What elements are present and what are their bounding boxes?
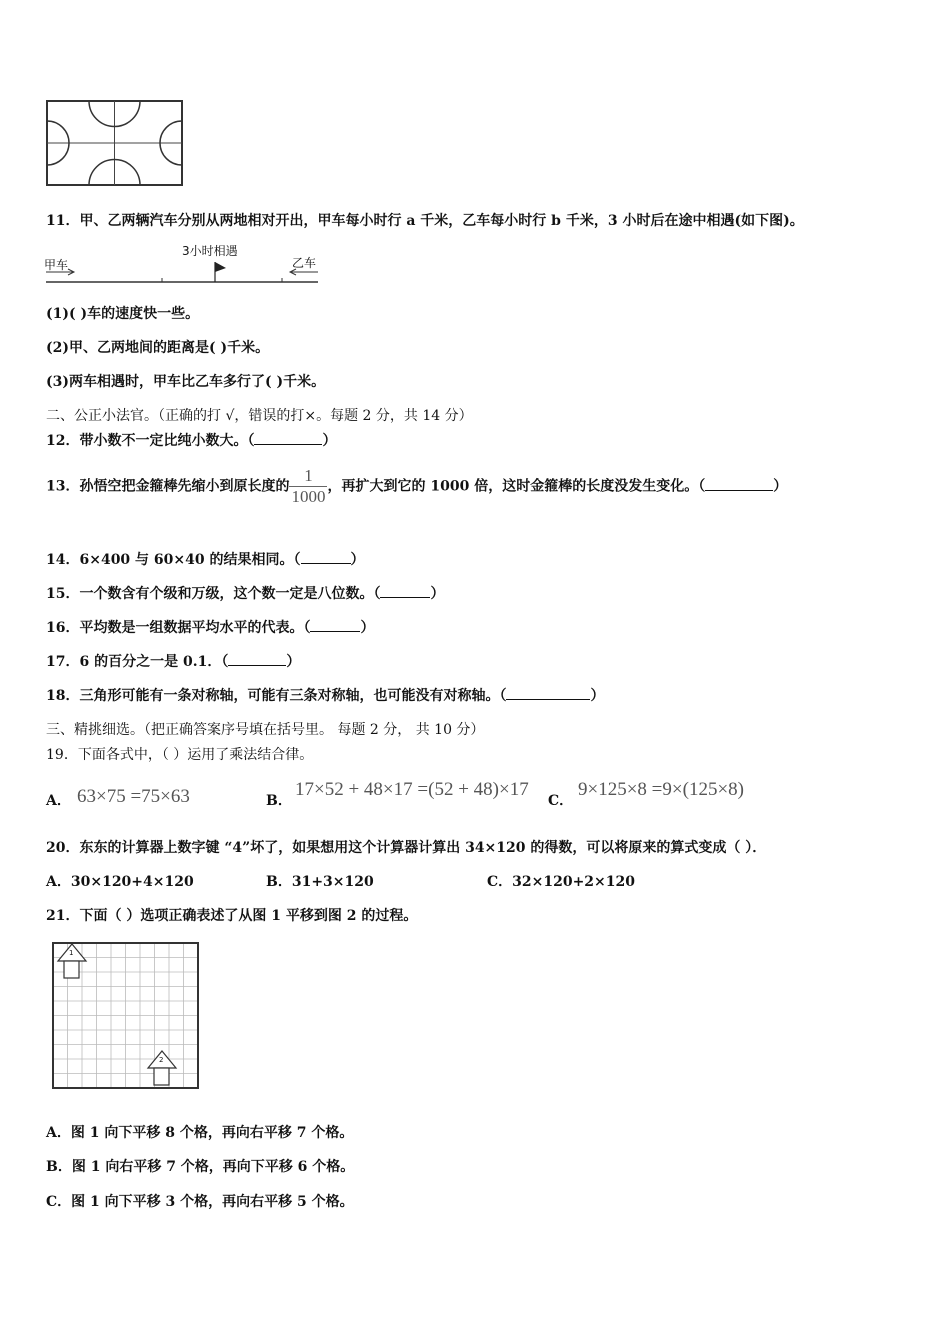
q20-option-c[interactable]: C．32×120+2×120	[487, 874, 636, 890]
q18	[46, 687, 604, 705]
q20-option-a[interactable]: A．30×120+4×120	[46, 874, 194, 890]
q19-c-label: C．	[548, 793, 574, 809]
q19-a-label: A．	[46, 793, 71, 809]
q17-text: 17．6 的百分之一是 0.1．（	[46, 654, 229, 670]
q21-option-a[interactable]: A．图 1 向下平移 8 个格，再向右平移 7 个格。	[46, 1125, 354, 1141]
answer-blank[interactable]	[254, 432, 322, 445]
flag-icon	[215, 262, 226, 272]
q19-b-expr[interactable]: 17×52 + 48×17 =(52 + 48)×17	[295, 779, 529, 800]
q19-a-expr[interactable]: 63×75 =75×63	[77, 786, 190, 807]
q15-close: ）	[430, 586, 445, 602]
q21-text: 21．下面（ ）选项正确表述了从图 1 平移到图 2 的过程。	[46, 908, 418, 924]
q19-b-label: B．	[266, 793, 292, 809]
q16-close: ）	[360, 620, 375, 636]
q16	[46, 619, 374, 637]
fraction-denominator: 1000	[291, 487, 326, 506]
answer-blank[interactable]	[228, 653, 286, 666]
translation-grid	[50, 940, 202, 1092]
q13-close: ）	[773, 478, 788, 495]
q15	[46, 585, 444, 603]
q12-text: 12．带小数不一定比纯小数大。（	[46, 433, 255, 449]
answer-blank[interactable]	[310, 619, 360, 632]
left-car-label: 甲车	[44, 258, 69, 272]
q11-sub2: (2)甲、乙两地间的距离是( )千米。	[46, 340, 270, 356]
q21-option-c[interactable]: C．图 1 向下平移 3 个格，再向右平移 5 个格。	[46, 1194, 354, 1210]
q14	[46, 551, 365, 569]
meeting-diagram	[42, 240, 332, 288]
right-car-label: 乙车	[292, 256, 317, 270]
fraction	[289, 466, 327, 507]
q17	[46, 653, 300, 671]
answer-blank[interactable]	[301, 551, 351, 564]
q11-sub3: (3)两车相遇时，甲车比乙车多行了( )千米。	[46, 374, 326, 390]
q14-close: ）	[350, 552, 365, 568]
q20-text: 20．东东的计算器上数字键 “4”坏了，如果想用这个计算器计算出 34×120 的得数，可以将原来的算式变成（ ）．	[46, 840, 767, 856]
q19-c-expr[interactable]: 9×125×8 =9×(125×8)	[578, 779, 744, 800]
answer-blank[interactable]	[380, 585, 430, 598]
fraction-numerator: 1	[289, 466, 327, 487]
q12-close: ）	[322, 433, 337, 449]
q15-text: 15．一个数含有个级和万级，这个数一定是八位数。（	[46, 586, 381, 602]
figure-2-label: 2	[159, 1056, 164, 1064]
q21-option-b[interactable]: B．图 1 向右平移 7 个格，再向下平移 6 个格。	[46, 1159, 355, 1175]
answer-blank[interactable]	[506, 687, 590, 700]
answer-blank[interactable]	[705, 478, 773, 491]
q16-text: 16．平均数是一组数据平均水平的代表。（	[46, 620, 311, 636]
court-diagram-icon	[44, 98, 186, 188]
q12	[46, 432, 336, 450]
q13-before: 13．孙悟空把金箍棒先缩小到原长度的	[46, 478, 290, 495]
section2-title: 二、公正小法官。（正确的打 √，错误的打×。每题 2 分，共 14 分）	[46, 408, 473, 424]
q20-option-b[interactable]: B．31+3×120	[266, 874, 374, 890]
q13	[46, 466, 787, 507]
q14-text: 14．6×400 与 60×40 的结果相同。（	[46, 552, 301, 568]
q11-text: 11．甲、乙两辆汽车分别从两地相对开出，甲车每小时行 a 千米，乙车每小时行 b 千米，3 小时后在途中相遇(如下图)。	[46, 213, 804, 229]
q13-after: ，再扩大到它的 1000 倍，这时金箍棒的长度没发生变化。（	[327, 478, 706, 495]
q17-close: ）	[286, 654, 301, 670]
q11-sub1: (1)( )车的速度快一些。	[46, 306, 200, 322]
q19-text: 19．下面各式中，（ ）运用了乘法结合律。	[46, 747, 314, 763]
q18-close: ）	[590, 688, 605, 704]
figure-1-label: 1	[69, 949, 74, 957]
section3-title: 三、精挑细选。（把正确答案序号填在括号里。 每题 2 分， 共 10 分）	[46, 722, 485, 738]
q18-text: 18．三角形可能有一条对称轴，可能有三条对称轴，也可能没有对称轴。（	[46, 688, 507, 704]
meet-label: 3小时相遇	[182, 244, 238, 258]
